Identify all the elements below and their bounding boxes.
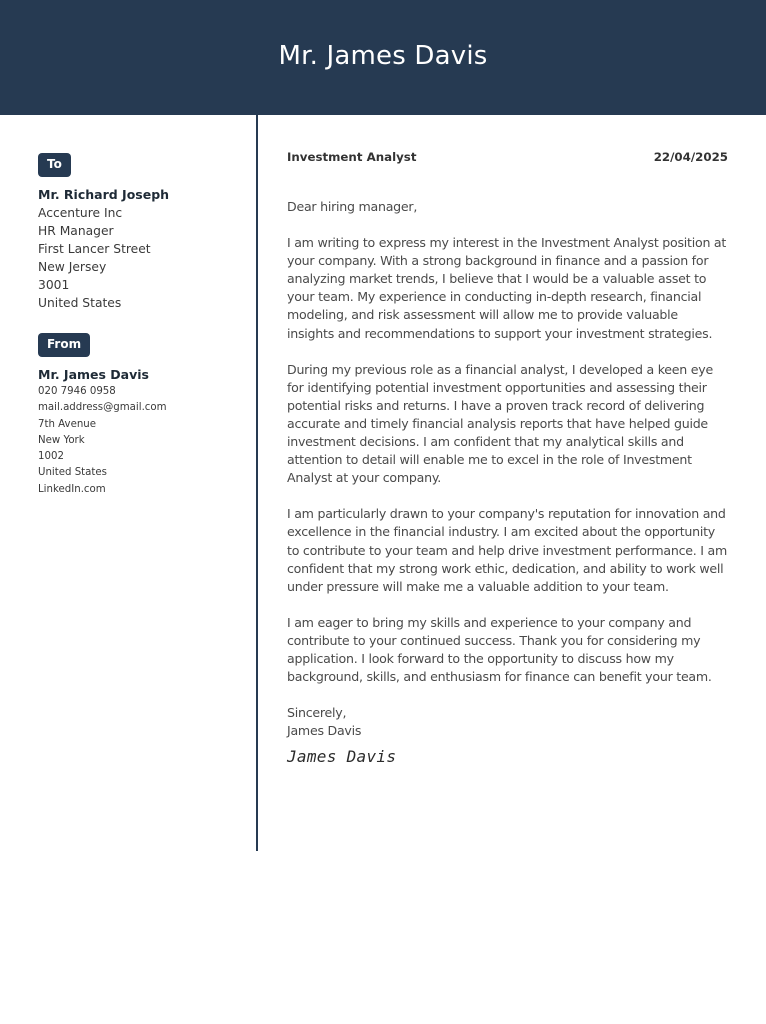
paragraph: I am particularly drawn to your company's reputation for innovation and excellence in the financial industry. I am excited about the opportunity to contribute to your team and help drive investment performance. I am confident that my strong work ethic, dedication, and ability to work well under pressure will make me a valuable addition to your team. — [287, 506, 727, 594]
letter-date: 22/04/2025 — [653, 150, 728, 164]
letter-body — [287, 150, 728, 766]
greeting: Dear hiring manager, — [287, 199, 418, 214]
sender-email: mail.address@gmail.com — [38, 402, 167, 414]
sender-line: United States — [38, 467, 107, 479]
recipient-line: 3001 — [38, 278, 70, 292]
from-badge: From — [38, 333, 90, 357]
signature: James Davis — [287, 747, 397, 767]
position-title: Investment Analyst — [287, 150, 417, 164]
recipient-line: Accenture Inc — [38, 206, 123, 220]
to-badge: To — [38, 153, 71, 177]
header-banner — [0, 0, 766, 115]
column-divider — [256, 115, 258, 851]
sender-line: 7th Avenue — [38, 418, 97, 430]
sender-phone: 020 7946 0958 — [38, 386, 116, 397]
sender-block — [38, 366, 243, 498]
closing: Sincerely, — [287, 705, 347, 721]
paragraph: I am writing to express my interest in the Investment Analyst position at your company. With a strong background in finance and a passion for analyzing market trends, I believe that I would be a valuable asset to your team. My experience in conducting in-depth research, financial modeling, and risk assessment will allow me to provide valuable insights and recommendations to support your investment strategies. — [287, 235, 727, 341]
sender-line: New York — [38, 434, 85, 446]
sender-linkedin: LinkedIn.com — [38, 483, 106, 495]
paragraph: During my previous role as a financial analyst, I developed a keen eye for identifying potential investment opportunities and assessing their potential risks and returns. I have a proven track record of delivering accurate and timely financial analysis reports that have helped guide investment decisions. I am confident that my analytical skills and attention to detail will enable me to excel in the role of Investment Analyst at your company. — [287, 361, 713, 486]
recipient-block — [38, 186, 243, 312]
address-column — [38, 153, 243, 498]
closing-name: James Davis — [287, 723, 362, 739]
sender-name: Mr. James Davis — [38, 367, 149, 382]
recipient-line: United States — [38, 296, 122, 310]
letter-topline — [287, 150, 728, 172]
page-title: Mr. James Davis — [278, 40, 488, 71]
recipient-line: HR Manager — [38, 224, 114, 238]
sender-line: 1002 — [38, 451, 64, 463]
recipient-line: First Lancer Street — [38, 242, 151, 256]
recipient-name: Mr. Richard Joseph — [38, 187, 170, 202]
recipient-line: New Jersey — [38, 260, 107, 274]
paragraph: I am eager to bring my skills and experience to your company and contribute to your continued success. Thank you for considering my application. I look forward to the opportunity to discuss how my background, skills, and enthusiasm for finance can benefit your team. — [287, 614, 712, 685]
